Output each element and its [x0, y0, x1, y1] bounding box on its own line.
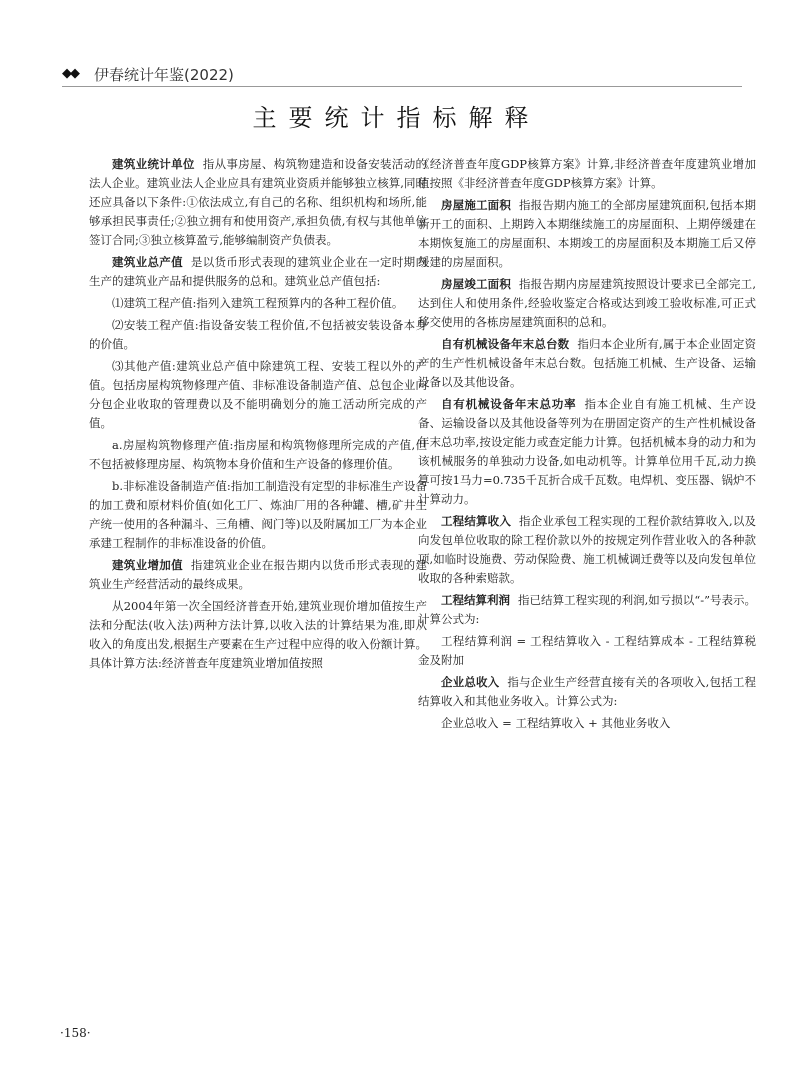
indicator-definition: 指已结算工程实现的利润,如亏损以“-”号表示。计算公式为: [418, 593, 756, 626]
indicator-definition: 指从事房屋、构筑物建造和设备安装活动的法人企业。建筑业法人企业应具有建筑业资质并能够独立核算,同时还应具备以下条件:①依法成立,有自己的名称、组织机构和场所,能够承担民事责任;②独立拥有和使用资产,承担负债,有权与其他单位签订合同;③独立核算盈亏,能够编制资产负债表。 [89, 157, 428, 247]
paragraph [418, 395, 756, 509]
paragraph [418, 275, 756, 332]
indicator-term: 工程结算利润 [441, 593, 511, 607]
paragraph [89, 477, 427, 553]
indicator-definition: 指建筑业企业在报告期内以货币形式表现的建筑业生产经营活动的最终成果。 [89, 558, 427, 591]
indicator-definition: 指报告期内施工的全部房屋建筑面积,包括本期新开工的面积、上期跨入本期继续施工的房屋面积、上期停缓建在本期恢复施工的房屋面积、本期竣工的房屋面积及本期施工后又停缓建的房屋面积。 [418, 198, 757, 269]
indicator-definition: ⑴建筑工程产值:指列入建筑工程预算内的各种工程价值。 [112, 296, 404, 310]
indicator-term: 建筑业统计单位 [112, 157, 195, 171]
indicator-term: 企业总收入 [441, 675, 500, 689]
paragraph [89, 155, 427, 250]
paragraph [418, 512, 756, 588]
indicator-term: 建筑业总产值 [112, 255, 183, 269]
indicator-definition: a.房屋构筑物修理产值:指房屋和构筑物修理所完成的产值,但不包括被修理房屋、构筑物本身价值和生产设备的修理价值。 [89, 438, 427, 471]
page-number: ·158· [60, 1026, 91, 1040]
indicator-definition: ⑶其他产值:建筑业总产值中除建筑工程、安装工程以外的产值。包括房屋构筑物修理产值、非标准设备制造产值、总包企业向分包企业收取的管理费以及不能明确划分的施工活动所完成的产值。 [89, 359, 427, 430]
indicator-term: 房屋竣工面积 [441, 277, 512, 291]
header-rule [62, 86, 742, 87]
indicator-definition: ⑵安装工程产值:指设备安装工程价值,不包括被安装设备本身的价值。 [89, 318, 427, 351]
paragraph [89, 294, 427, 313]
page-title: 主要统计指标解释 [252, 104, 541, 132]
paragraph [89, 316, 427, 354]
book-title: 伊春统计年鉴(2022) [94, 66, 234, 84]
indicator-term: 房屋施工面积 [441, 198, 512, 212]
indicator-definition: 工程结算利润 = 工程结算收入 - 工程结算成本 - 工程结算税金及附加 [418, 634, 756, 667]
paragraph [418, 673, 756, 711]
running-header [62, 64, 742, 88]
paragraph [418, 714, 756, 733]
right-column [418, 155, 756, 736]
indicator-definition: 指与企业生产经营直接有关的各项收入,包括工程结算收入和其他业务收入。计算公式为: [418, 675, 757, 708]
indicator-term: 自有机械设备年末总台数 [441, 337, 570, 351]
indicator-definition: b.非标准设备制造产值:指加工制造没有定型的非标准生产设备的加工费和原材料价值(如化工厂、炼油厂用的各种罐、槽,矿井生产统一使用的各种漏斗、三角槽、阀门等)以及附属加工厂为本企业承建工程制作的非标准设备的价值。 [89, 479, 427, 550]
indicator-definition: 指报告期内房屋建筑按照设计要求已全部完工,达到住人和使用条件,经验收鉴定合格或达到竣工验收标准,可正式移交使用的各栋房屋建筑面积的总和。 [418, 277, 757, 329]
indicator-term: 建筑业增加值 [112, 558, 183, 572]
indicator-definition: 从2004年第一次全国经济普查开始,建筑业现价增加值按生产法和分配法(收入法)两种方法计算,以收入法的计算结果为准,即从收入的角度出发,根据生产要素在生产过程中应得的收入份额计算。具体计算方法:经济普查年度建筑业增加值按照 [89, 599, 427, 670]
paragraph [418, 196, 756, 272]
left-column [89, 155, 427, 676]
indicator-definition: 指本企业自有施工机械、生产设备、运输设备以及其他设备等列为在册固定资产的生产性机械设备年末总功率,按设定能力或查定能力计算。包括机械本身的动力和为该机械服务的单独动力设备,如电动机等。计算单位用千瓦,动力换算可按1马力=0.735千瓦折合成千瓦数。电焊机、变压器、锅炉不计算动力。 [418, 397, 756, 506]
paragraph [418, 335, 756, 392]
indicator-definition: 企业总收入 = 工程结算收入 + 其他业务收入 [441, 716, 671, 730]
paragraph [89, 253, 427, 291]
indicator-definition: 指企业承包工程实现的工程价款结算收入,以及向发包单位收取的除工程价款以外的按规定列作营业收入的各种款项,如临时设施费、劳动保险费、施工机械调迁费等以及向发包单位收取的各种索赔款。 [418, 514, 757, 585]
paragraph [89, 597, 427, 673]
diamond-ornament-icon: ◆◆ [62, 66, 78, 81]
paragraph [418, 591, 756, 629]
paragraph [89, 436, 427, 474]
indicator-definition: 指归本企业所有,属于本企业固定资产的生产性机械设备年末总台数。包括施工机械、生产设备、运输设备以及其他设备。 [418, 337, 757, 389]
paragraph [418, 632, 756, 670]
paragraph [89, 556, 427, 594]
paragraph [89, 357, 427, 433]
indicator-definition: 是以货币形式表现的建筑业企业在一定时期内生产的建筑业产品和提供服务的总和。建筑业总产值包括: [89, 255, 427, 288]
indicator-definition: 《经济普查年度GDP核算方案》计算,非经济普查年度建筑业增加值按照《非经济普查年度GDP核算方案》计算。 [418, 157, 756, 190]
paragraph [418, 155, 756, 193]
indicator-term: 自有机械设备年末总功率 [441, 397, 577, 411]
indicator-term: 工程结算收入 [441, 514, 512, 528]
